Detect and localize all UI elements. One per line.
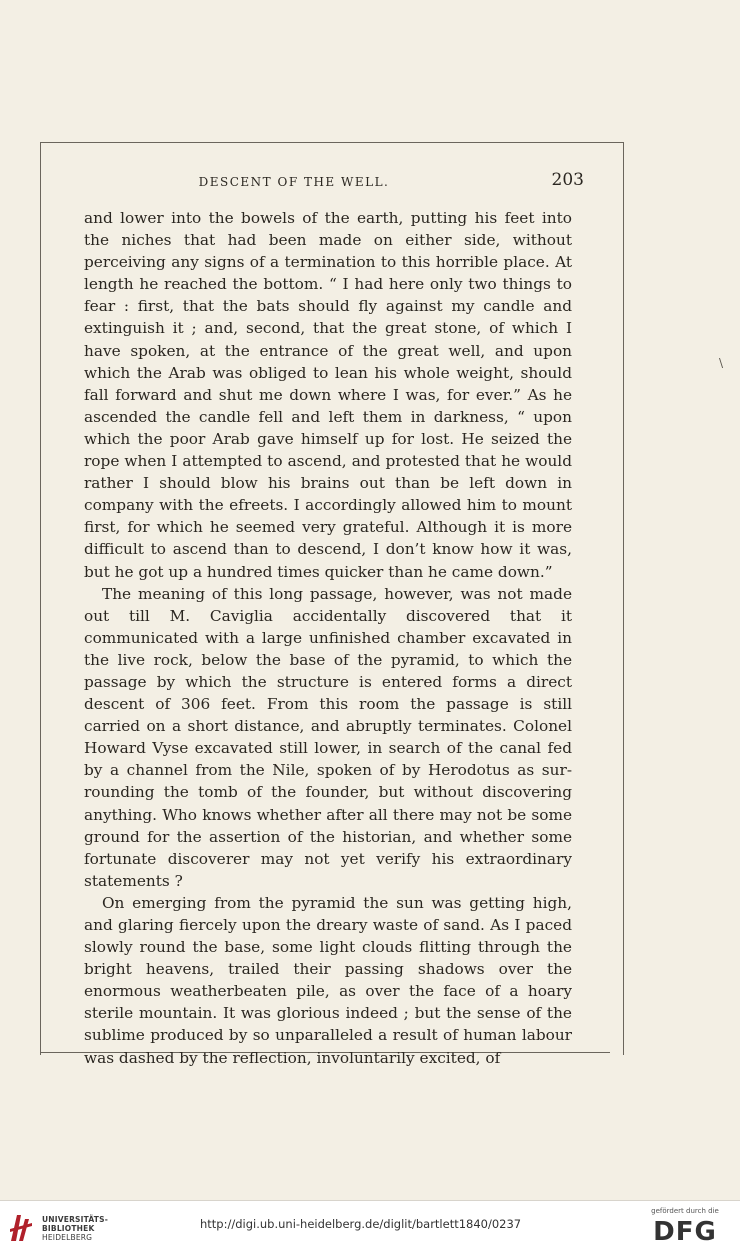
- library-name: [42, 1215, 108, 1242]
- library-name-line: HEIDELBERG: [42, 1233, 93, 1242]
- margin-mark: \: [719, 356, 724, 370]
- library-name-line: UNIVERSITÄTS-: [42, 1215, 109, 1224]
- university-library-logo-icon[interactable]: [8, 1211, 34, 1245]
- dfg-logo[interactable]: DFG: [653, 1217, 717, 1247]
- running-title: DESCENT OF THE WELL.: [198, 175, 390, 189]
- paragraph: and lower into the bowels of the earth, putting his feet into the niches that had been made on either side, without perceiving any signs of a termination to this horrible place. At length he reached the bottom. “ I had here only two things to fear : first, that the bats should fly against my candle and extinguish it ; and, second, that the great stone, of which I have spoken, at the entrance of the great well, and upon which the Arab was obliged to lean his whole weight, should fall forward and shut me down where I was, for ever.” As he ascended the candle fell and left them in darkness, “ upon which the poor Arab gave himself up for lost. He seized the rope when I attempted to ascend, and protested that he would rather I should blow his brains out than be left down in company with the efreets. I accordingly allowed him to mount first, for which he seemed very grateful. Although it is more difficult to ascend than to descend, I don’t know how it was, but he got up a hundred times quicker than he came down.”: [84, 209, 572, 581]
- funding-notice: [640, 1207, 730, 1247]
- funding-caption: gefördert durch die: [651, 1207, 719, 1215]
- paragraph: On emerging from the pyramid the sun was getting high, and glaring fiercely upon the dreary waste of sand. As I paced slowly round the base, some light clouds flitting through the bright heavens, trailed their passing shadows over the enormous weatherbeaten pile, as over the face of a hoary sterile mountain. It was glorious indeed ; but the sense of the sublime produced by so unparalleled a result of human labour was dashed by the reflection, involuntarily excited, of: [84, 893, 572, 1067]
- permalink-url[interactable]: http://digi.ub.uni-heidelberg.de/diglit/bartlett1840/0237: [200, 1217, 522, 1231]
- library-name-line: BIBLIOTHEK: [42, 1224, 95, 1233]
- running-head: [84, 170, 584, 194]
- page-number: 203: [551, 170, 584, 190]
- viewer-footer: [0, 1200, 740, 1256]
- paragraph: The meaning of this long passage, however, was not made out till M. Caviglia accidentally discovered that it communicated with a large unfinished chamber excavated in the live rock, below the base of the pyramid, to which the passage by which the structure is entered forms a direct descent of 306 feet. From this room the passage is still carried on a short distance, and abruptly terminates. Colonel Howard Vyse excavated still lower, in search of the canal fed by a channel from the Nile, spoken of by Herodotus as sur-rounding the tomb of the founder, but without discovering anything. Who knows whether after all there may not be some ground for the assertion of the historian, and whether some fortunate discoverer may not yet verify his extraordinary statements ?: [84, 584, 572, 890]
- body-text: [84, 207, 572, 1069]
